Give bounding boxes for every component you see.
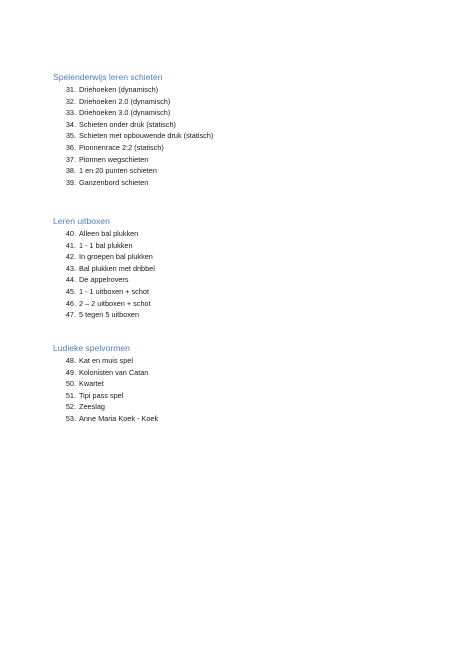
list-item bbox=[53, 165, 433, 177]
list-item bbox=[53, 378, 433, 390]
item-text: Driehoeken 2.0 (dynamisch) bbox=[79, 96, 171, 106]
section-heading: Ludieke spelvormen bbox=[53, 343, 130, 353]
item-number: 50. bbox=[65, 379, 76, 389]
item-text: 5 tegen 5 uitboxen bbox=[79, 310, 140, 320]
list-item bbox=[53, 263, 433, 275]
item-text: Kwartet bbox=[79, 379, 104, 389]
list-item bbox=[53, 130, 433, 142]
item-text: Kat en muis spel bbox=[79, 356, 133, 365]
item-text: Schieten onder druk (statisch) bbox=[79, 119, 176, 129]
item-text: 1 - 1 bal plukken bbox=[79, 240, 133, 250]
item-number: 45. bbox=[65, 286, 76, 296]
item-text: Anne Maria Koek - Koek bbox=[79, 413, 159, 423]
item-number: 32. bbox=[65, 96, 76, 106]
section-heading: Spelenderwijs leren schieten bbox=[53, 72, 163, 82]
item-number: 53. bbox=[65, 413, 76, 423]
list-item bbox=[53, 413, 433, 425]
item-text: Schieten met opbouwende druk (statisch) bbox=[79, 131, 214, 141]
list-item bbox=[53, 107, 433, 119]
item-number: 52. bbox=[65, 402, 76, 412]
item-number: 40. bbox=[65, 229, 76, 238]
item-number: 39. bbox=[65, 177, 76, 187]
item-text: Driehoeken (dynamisch) bbox=[79, 85, 159, 94]
section-heading: Leren uitboxen bbox=[53, 216, 110, 226]
list-item bbox=[53, 96, 433, 108]
list-item bbox=[53, 84, 433, 96]
list-item bbox=[53, 251, 433, 263]
item-number: 47. bbox=[65, 310, 76, 320]
list-item bbox=[53, 274, 433, 286]
item-text: Tipi pass spel bbox=[79, 390, 124, 400]
item-number: 37. bbox=[65, 154, 76, 164]
item-text: Bal plukken met dribbel bbox=[79, 263, 155, 273]
exercise-list bbox=[53, 84, 433, 188]
section-ludieke-spelvormen bbox=[53, 343, 433, 425]
list-item bbox=[53, 401, 433, 413]
item-number: 44. bbox=[65, 275, 76, 285]
item-number: 41. bbox=[65, 240, 76, 250]
item-number: 49. bbox=[65, 367, 76, 377]
item-number: 38. bbox=[65, 166, 76, 176]
item-number: 51. bbox=[65, 390, 76, 400]
item-number: 43. bbox=[65, 263, 76, 273]
item-number: 35. bbox=[65, 131, 76, 141]
list-item bbox=[53, 240, 433, 252]
item-text: Kolonisten van Catan bbox=[79, 367, 149, 377]
list-item bbox=[53, 142, 433, 154]
exercise-list bbox=[53, 355, 433, 425]
item-text: 2 – 2 uitboxen + schot bbox=[79, 298, 151, 308]
item-text: 1 - 1 uitboxen + schot bbox=[79, 286, 149, 296]
item-text: In groepen bal plukken bbox=[79, 252, 153, 262]
item-number: 46. bbox=[65, 298, 76, 308]
item-text: 1 en 20 punten schieten bbox=[79, 166, 157, 176]
section-leren-uitboxen bbox=[53, 216, 433, 321]
item-number: 33. bbox=[65, 108, 76, 118]
item-text: Ganzenbord schieten bbox=[79, 177, 149, 187]
item-text: Zeeslag bbox=[79, 402, 105, 412]
item-number: 42. bbox=[65, 252, 76, 262]
list-item bbox=[53, 355, 433, 367]
item-text: Driehoeken 3.0 (dynamisch) bbox=[79, 108, 171, 118]
item-text: Pionnenrace 2:2 (statisch) bbox=[79, 142, 164, 152]
list-item bbox=[53, 228, 433, 240]
section-spelenderwijs-leren-schieten bbox=[53, 72, 433, 188]
item-text: Pionnen wegschieten bbox=[79, 154, 149, 164]
exercise-list bbox=[53, 228, 433, 321]
list-item bbox=[53, 390, 433, 402]
item-text: Alleen bal plukken bbox=[79, 229, 139, 238]
list-item bbox=[53, 309, 433, 321]
list-item bbox=[53, 119, 433, 131]
item-text: De appelrovers bbox=[79, 275, 129, 285]
list-item bbox=[53, 154, 433, 166]
list-item bbox=[53, 298, 433, 310]
item-number: 31. bbox=[65, 85, 76, 94]
item-number: 48. bbox=[65, 356, 76, 365]
item-number: 36. bbox=[65, 142, 76, 152]
list-item bbox=[53, 177, 433, 189]
list-item bbox=[53, 286, 433, 298]
item-number: 34. bbox=[65, 119, 76, 129]
list-item bbox=[53, 367, 433, 379]
